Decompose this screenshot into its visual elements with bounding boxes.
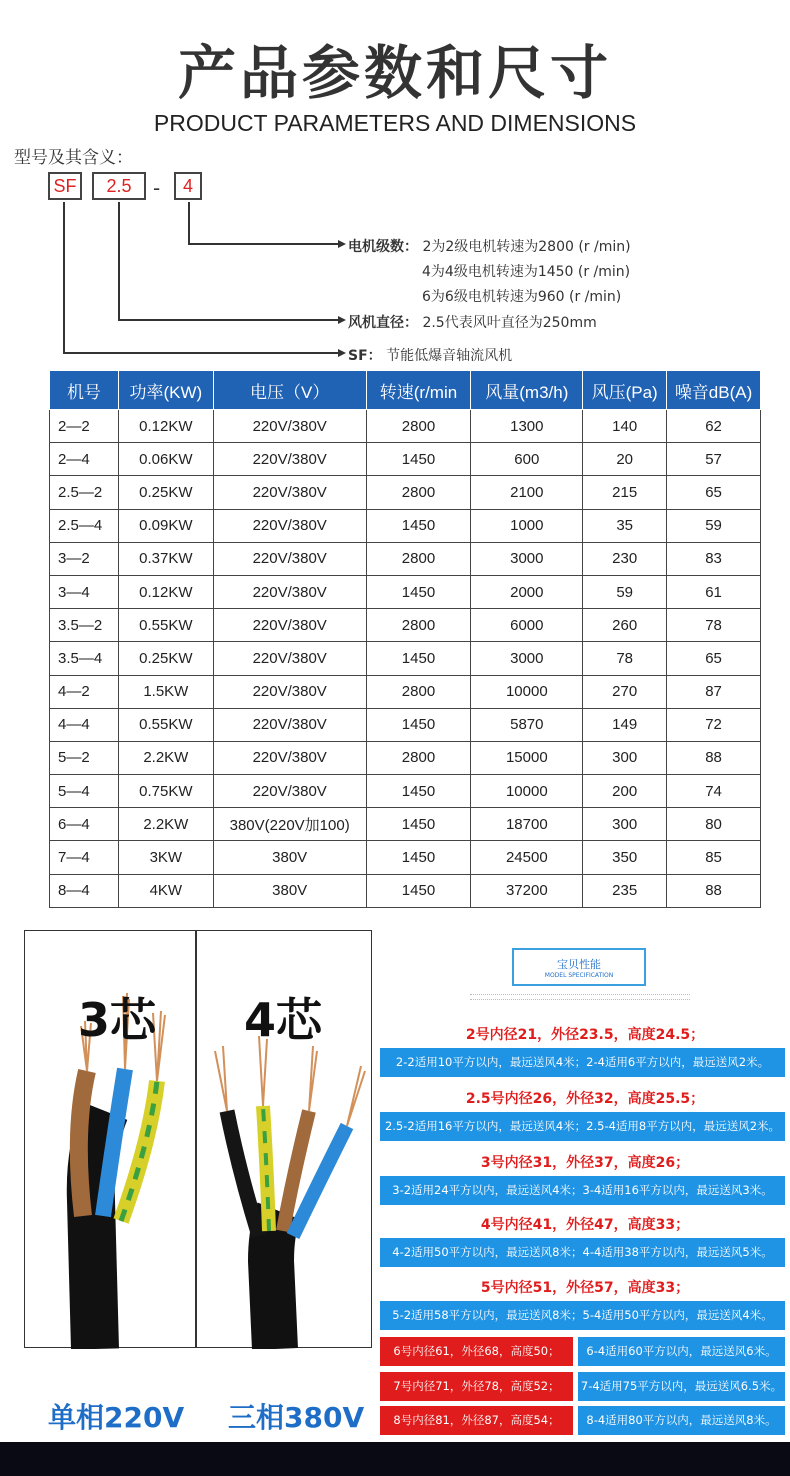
table-cell: 83 [667,542,761,575]
table-cell: 0.12KW [118,575,213,608]
table-cell: 3—4 [50,575,119,608]
connector-motor-v [188,202,190,244]
table-cell: 220V/380V [213,775,366,808]
use-2-bar: 2-2适用10平方以内，最远送风4米；2-4适用6平方以内，最远送风2米。 [380,1048,785,1077]
use-4-bar: 4-2适用50平方以内，最远送风8米；4-4适用38平方以内，最远送风5米。 [380,1238,785,1267]
table-cell: 4—4 [50,708,119,741]
table-cell: 3—2 [50,542,119,575]
table-cell: 270 [583,675,667,708]
col-header-pressure: 风压(Pa) [583,371,667,410]
table-cell: 350 [583,841,667,874]
motor-line-2: 4为4级电机转速为1450 (r /min) [422,264,631,280]
table-row [50,775,761,808]
table-cell: 260 [583,609,667,642]
table-cell: 3KW [118,841,213,874]
table-row [50,542,761,575]
table-cell: 78 [667,609,761,642]
motor-explanation [348,236,631,256]
decorative-fine-print-1 [470,994,690,997]
copper-strands-4a [215,1046,227,1111]
table-cell: 57 [667,443,761,476]
model-code-pole: 4 [174,172,202,200]
cable-4core-label: 4芯 [244,993,323,1047]
table-cell: 78 [583,642,667,675]
table-row [50,741,761,774]
table-cell: 24500 [471,841,583,874]
diameter-title: 风机直径： [348,315,418,331]
table-cell: 1450 [366,642,471,675]
copper-strands-4c [309,1046,317,1111]
motor-title: 电机级数： [348,239,418,255]
diameter-text: 2.5代表风叶直径为250mm [422,315,597,331]
table-cell: 2800 [366,542,471,575]
spec-table-body [50,410,761,908]
table-cell: 1450 [366,443,471,476]
table-cell: 72 [667,708,761,741]
single-phase-label: 单相220V [48,1401,185,1434]
table-cell: 1450 [366,575,471,608]
table-cell: 235 [583,874,667,907]
size-5-text: 5号内径51，外径57，高度33； [480,1280,690,1296]
use-25-bar: 2.5-2适用16平方以内，最远送风4米；2.5-4适用8平方以内，最远送风2米。 [380,1112,785,1141]
table-cell: 220V/380V [213,575,366,608]
model-label: 型号及其含义： [14,148,133,168]
connector-sf-h [63,352,338,354]
table-row [50,509,761,542]
table-cell: 3.5—4 [50,642,119,675]
spec-panel-header-en: MODEL SPECIFICATION [544,972,614,979]
table-cell: 1450 [366,775,471,808]
table-row [50,476,761,509]
spec-table-header-row [50,371,761,410]
table-cell: 0.25KW [118,642,213,675]
bottom-dark-bar [0,1442,790,1476]
wire-yellow [263,1106,269,1231]
table-row [50,841,761,874]
table-cell: 1450 [366,509,471,542]
model-code-size: 2.5 [92,172,146,200]
table-cell: 87 [667,675,761,708]
table-cell: 2.2KW [118,741,213,774]
table-cell: 88 [667,874,761,907]
sf-title: SF： [348,348,382,364]
table-cell: 85 [667,841,761,874]
table-cell: 0.55KW [118,708,213,741]
table-cell: 1.5KW [118,675,213,708]
table-cell: 0.55KW [118,609,213,642]
table-cell: 2000 [471,575,583,608]
table-cell: 0.25KW [118,476,213,509]
table-cell: 2800 [366,410,471,443]
table-cell: 2—4 [50,443,119,476]
spec-panel-header-cn: 宝贝性能 [557,958,601,971]
table-cell: 0.06KW [118,443,213,476]
table-cell: 20 [583,443,667,476]
three-phase-label: 三相380V [228,1401,365,1434]
use-6-bar: 6-4适用60平方以内，最远送风6米。 [578,1337,785,1366]
table-cell: 1450 [366,874,471,907]
wire-black [227,1111,259,1236]
arrow-motor [338,240,346,248]
wire-brown [79,1071,87,1216]
table-cell: 88 [667,741,761,774]
table-cell: 4KW [118,874,213,907]
table-row [50,874,761,907]
use-7-bar: 7-4适用75平方以内，最远送风6.5米。 [578,1372,785,1401]
col-header-noise: 噪音dB(A) [667,371,761,410]
table-cell: 61 [667,575,761,608]
table-cell: 0.37KW [118,542,213,575]
page-subtitle: PRODUCT PARAMETERS AND DIMENSIONS [153,110,637,136]
use-8-bar: 8-4适用80平方以内，最远送风8米。 [578,1406,785,1435]
table-cell: 10000 [471,775,583,808]
table-cell: 4—2 [50,675,119,708]
connector-diameter-v [118,202,120,320]
table-cell: 80 [667,808,761,841]
connector-diameter-h [118,319,338,321]
table-cell: 220V/380V [213,542,366,575]
table-cell: 215 [583,476,667,509]
size-6-bar: 6号内径61，外径68，高度50； [380,1337,573,1366]
table-cell: 2.5—2 [50,476,119,509]
table-cell: 2800 [366,476,471,509]
table-cell: 380V [213,874,366,907]
table-cell: 7—4 [50,841,119,874]
table-cell: 2—2 [50,410,119,443]
table-cell: 2100 [471,476,583,509]
table-cell: 2800 [366,609,471,642]
table-cell: 200 [583,775,667,808]
copper-strands-4d [347,1066,365,1126]
table-cell: 59 [583,575,667,608]
use-5-bar: 5-2适用58平方以内，最远送风8米；5-4适用50平方以内，最远送风4米。 [380,1301,785,1330]
table-cell: 18700 [471,808,583,841]
table-cell: 35 [583,509,667,542]
table-cell: 3.5—2 [50,609,119,642]
table-cell: 65 [667,642,761,675]
table-cell: 1450 [366,708,471,741]
table-cell: 220V/380V [213,476,366,509]
table-row [50,575,761,608]
table-cell: 220V/380V [213,443,366,476]
table-cell: 37200 [471,874,583,907]
decorative-fine-print-2 [470,999,690,1002]
size-4-text: 4号内径41，外径47，高度33； [480,1217,690,1233]
table-cell: 600 [471,443,583,476]
size-25-text: 2.5号内径26，外径32，高度25.5； [465,1091,705,1107]
table-cell: 1300 [471,410,583,443]
size-7-bar: 7号内径71，外径78，高度52； [380,1372,573,1401]
arrow-diameter [338,316,346,324]
table-cell: 8—4 [50,874,119,907]
table-cell: 300 [583,741,667,774]
table-cell: 0.09KW [118,509,213,542]
spec-panel-header [512,948,646,986]
table-cell: 1450 [366,808,471,841]
connector-motor-h [188,243,338,245]
connector-sf-v [63,202,65,353]
wire-blue [103,1069,125,1216]
table-cell: 62 [667,410,761,443]
table-cell: 1450 [366,841,471,874]
cable-3core-sheath [91,1111,105,1349]
size-2-text: 2号内径21，外径23.5，高度24.5； [465,1027,705,1043]
col-header-power: 功率(KW) [118,371,213,410]
page-title: 产品参数和尺寸 [177,39,612,107]
table-cell: 0.12KW [118,410,213,443]
table-cell: 2800 [366,675,471,708]
table-row [50,410,761,443]
table-cell: 5—2 [50,741,119,774]
size-8-bar: 8号内径81，外径87，高度54； [380,1406,573,1435]
sf-text: 节能低爆音轴流风机 [386,348,513,364]
table-cell: 59 [667,509,761,542]
table-cell: 220V/380V [213,410,366,443]
table-cell: 380V(220V加100) [213,808,366,841]
table-cell: 3000 [471,542,583,575]
table-cell: 15000 [471,741,583,774]
model-code-dash: - [153,176,161,200]
table-cell: 300 [583,808,667,841]
table-cell: 10000 [471,675,583,708]
col-header-speed: 转速(r/min [366,371,471,410]
arrow-sf [338,349,346,357]
table-cell: 65 [667,476,761,509]
motor-line-1: 2为2级电机转速为2800 (r /min) [422,239,631,255]
table-cell: 2.2KW [118,808,213,841]
table-cell: 3000 [471,642,583,675]
table-cell: 6—4 [50,808,119,841]
table-row [50,443,761,476]
col-header-model: 机号 [50,371,119,410]
table-cell: 380V [213,841,366,874]
table-row [50,642,761,675]
table-row [50,708,761,741]
table-cell: 149 [583,708,667,741]
table-cell: 6000 [471,609,583,642]
table-cell: 230 [583,542,667,575]
table-cell: 0.75KW [118,775,213,808]
table-cell: 220V/380V [213,675,366,708]
model-code-sf: SF [48,172,82,200]
table-row [50,609,761,642]
table-cell: 1000 [471,509,583,542]
table-cell: 5—4 [50,775,119,808]
cable-4core-sheath [271,1211,279,1349]
motor-line-3: 6为6级电机转速为960 (r /min) [422,289,622,305]
spec-table [49,370,761,908]
table-cell: 220V/380V [213,708,366,741]
table-cell: 2.5—4 [50,509,119,542]
table-cell: 5870 [471,708,583,741]
col-header-airflow: 风量(m3/h) [471,371,583,410]
table-cell: 220V/380V [213,609,366,642]
cable-3core-label: 3芯 [78,993,157,1047]
table-cell: 2800 [366,741,471,774]
use-3-bar: 3-2适用24平方以内，最远送风4米；3-4适用16平方以内，最远送风3米。 [380,1176,785,1205]
table-cell: 74 [667,775,761,808]
table-row [50,675,761,708]
table-cell: 220V/380V [213,642,366,675]
col-header-voltage: 电压（V） [213,371,366,410]
diameter-explanation [348,312,597,332]
size-3-text: 3号内径31，外径37，高度26； [480,1155,690,1171]
table-row [50,808,761,841]
table-cell: 140 [583,410,667,443]
table-cell: 220V/380V [213,509,366,542]
sf-explanation [348,345,512,365]
table-cell: 220V/380V [213,741,366,774]
